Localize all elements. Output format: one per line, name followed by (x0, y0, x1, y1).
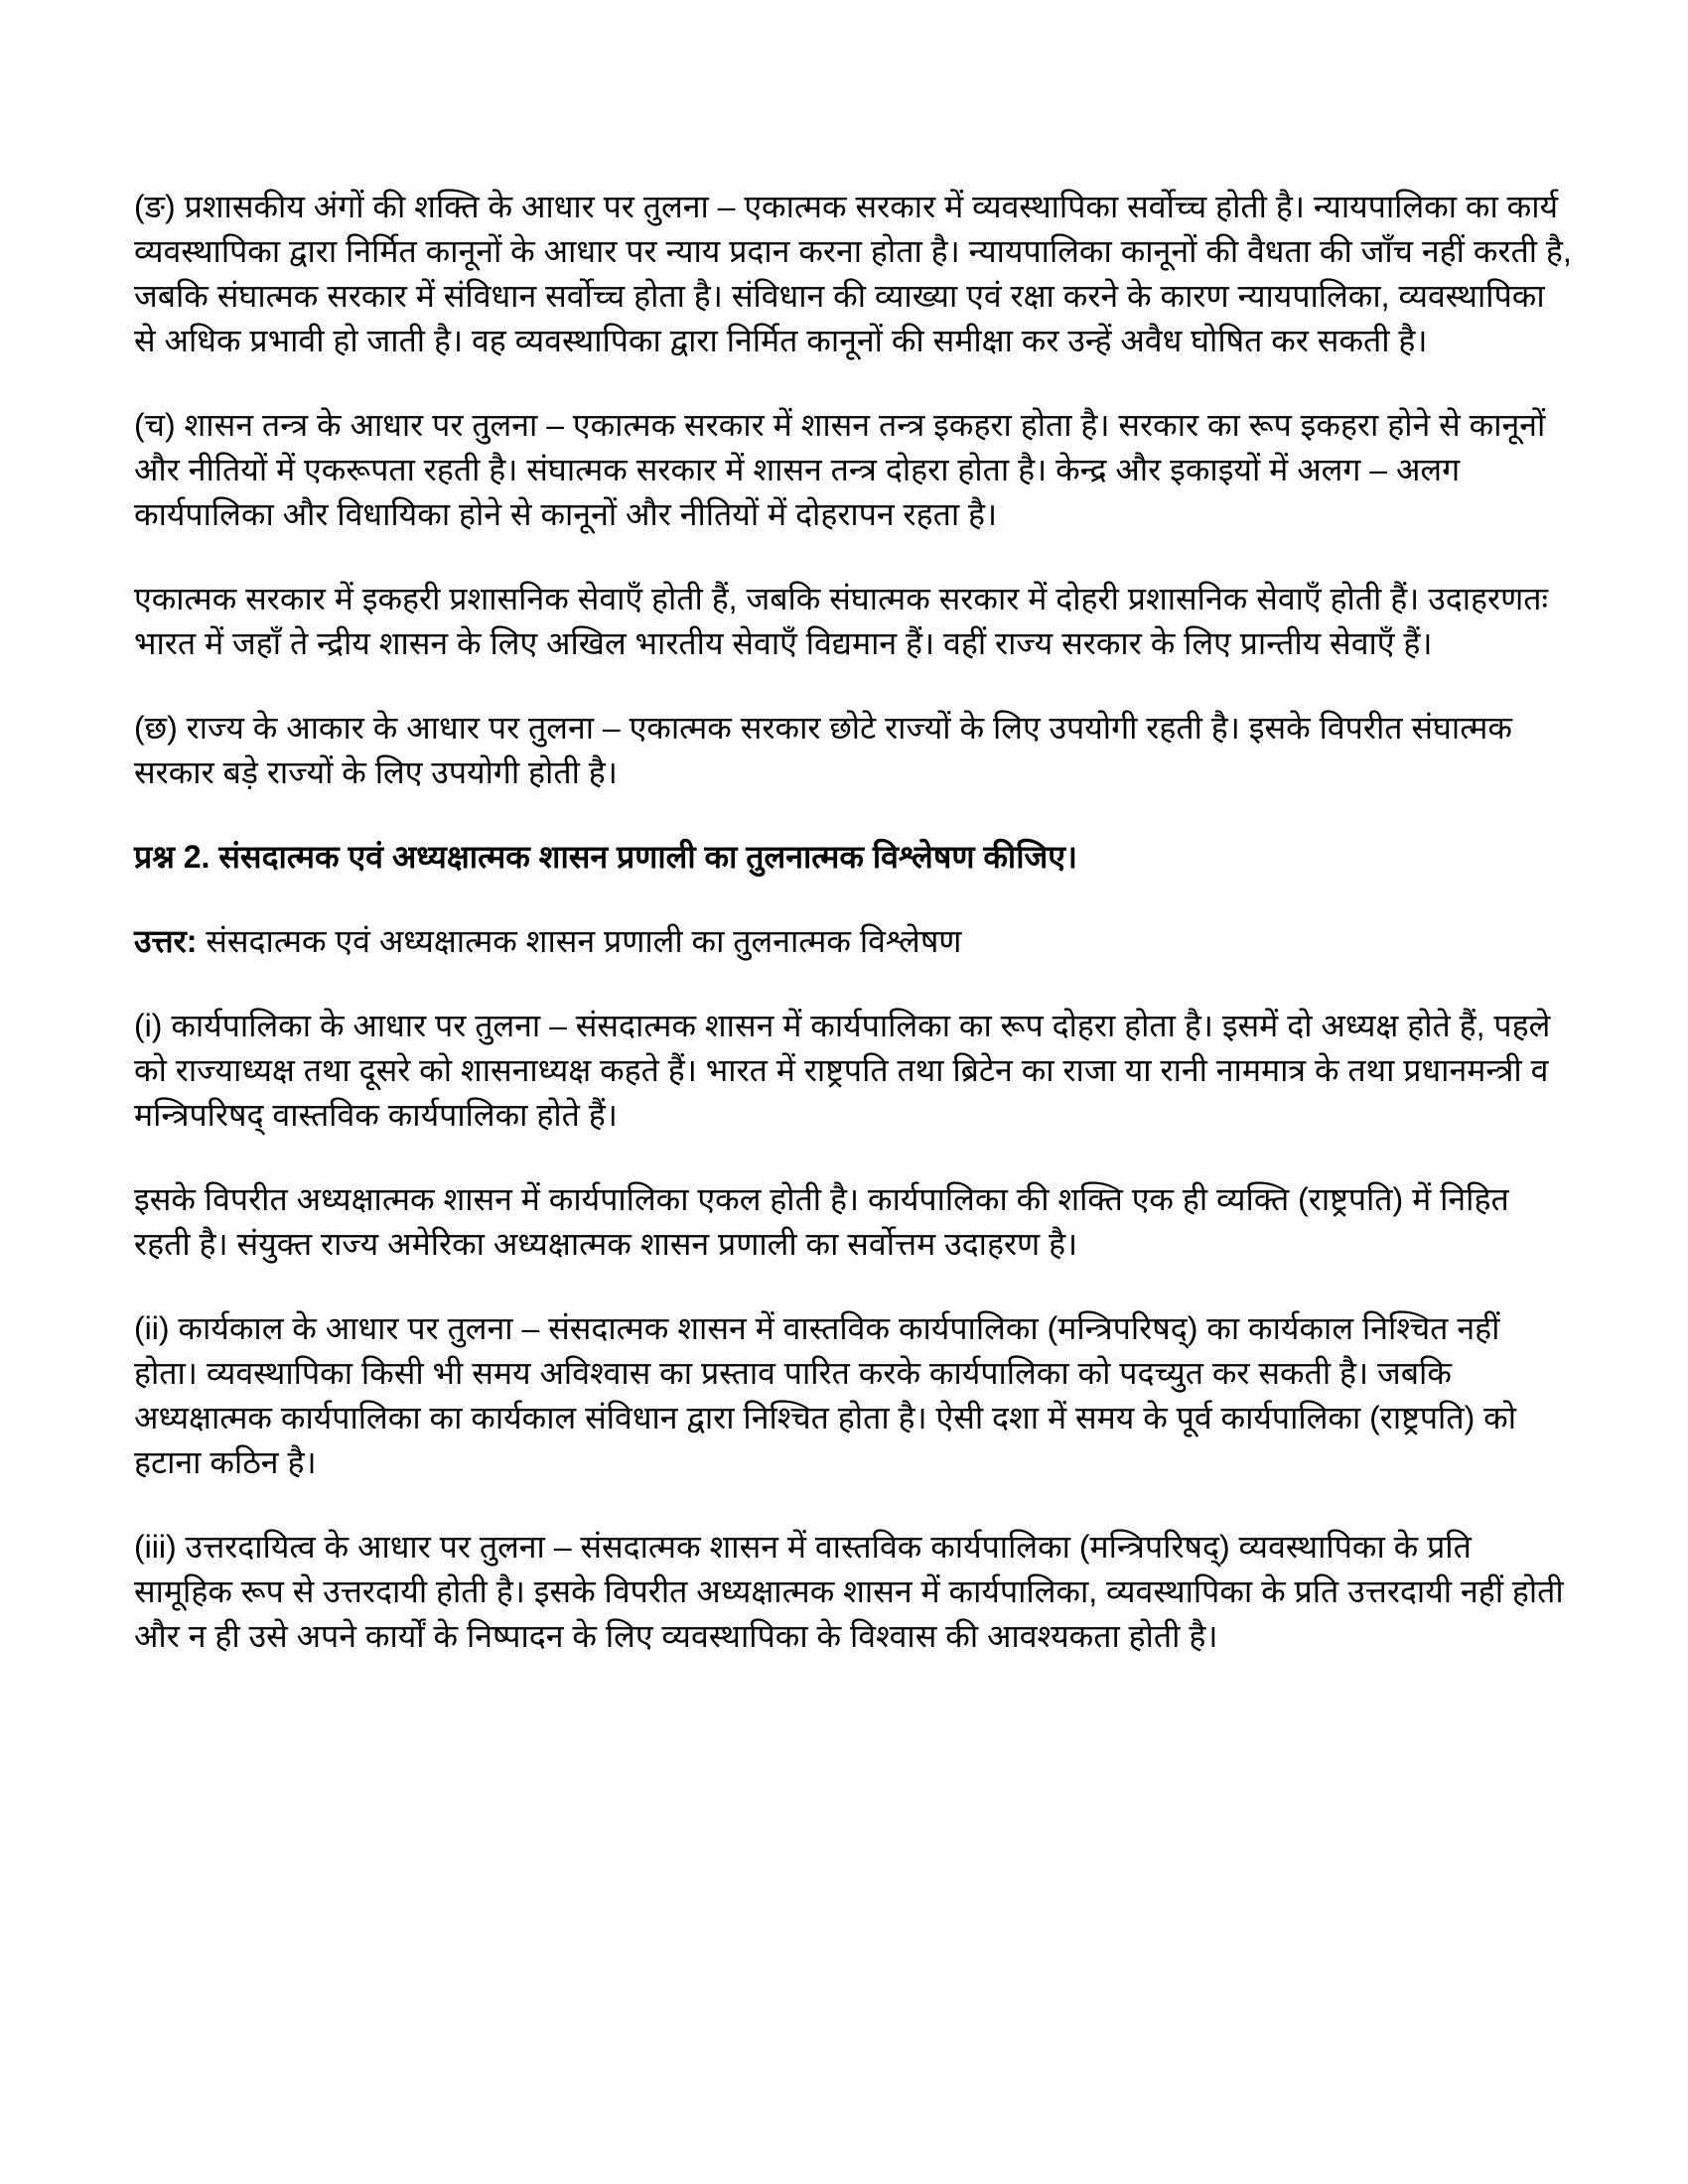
answer-intro-text: संसदात्मक एवं अध्यक्षात्मक शासन प्रणाली का तुलनात्मक विश्लेषण (197, 923, 962, 959)
para-admin-organs-power-comparison: (ङ) प्रशासकीय अंगों की शक्ति के आधार पर तुलना – एकात्मक सरकार में व्यवस्थापिका सर्वोच्च होती है। न्यायपालिका का कार्य व्यवस्थापिका द्वारा निर्मित कानूनों के आधार पर न्याय प्रदान करना होता है। न्यायपालिका कानूनों की वैधता की जाँच नहीं करती है, जबकि संघात्मक सरकार में संविधान सर्वोच्च होता है। संविधान की व्याख्या एवं रक्षा करने के कारण न्यायपालिका, व्यवस्थापिका से अधिक प्रभावी हो जाती है। वह व्यवस्थापिका द्वारा निर्मित कानूनों की समीक्षा कर उन्हें अवैध घोषित कर सकती है। (134, 189, 1572, 358)
para-state-size-comparison: (छ) राज्य के आकार के आधार पर तुलना – एकात्मक सरकार छोटे राज्यों के लिए उपयोगी रहती है। इसके विपरीत संघात्मक सरकार बड़े राज्यों के लिए उपयोगी होती है। (134, 710, 1512, 790)
answer-intro-line (134, 919, 1572, 964)
para-presidential-single-executive: इसके विपरीत अध्यक्षात्मक शासन में कार्यपालिका एकल होती है। कार्यपालिका की शक्ति एक ही व्यक्ति (राष्ट्रपति) में निहित रहती है। संयुक्त राज्य अमेरिका अध्यक्षात्मक शासन प्रणाली का सर्वोत्तम उदाहरण है। (134, 1181, 1509, 1262)
answer-label: उत्तर: (134, 923, 198, 959)
para-responsibility-basis-comparison: (iii) उत्तरदायित्व के आधार पर तुलना – संसदात्मक शासन में वास्तविक कार्यपालिका (मन्त्रिपरिषद्) व्यवस्थापिका के प्रति सामूहिक रूप से उत्तरदायी होती है। इसके विपरीत अध्यक्षात्मक शासन में कार्यपालिका, व्यवस्थापिका के प्रति उत्तरदायी नहीं होती और न ही उसे अपने कार्यों के निष्पादन के लिए व्यवस्थापिका के विश्वास की आवश्यकता होती है। (134, 1529, 1564, 1654)
para-executive-basis-comparison: (i) कार्यपालिका के आधार पर तुलना – संसदात्मक शासन में कार्यपालिका का रूप दोहरा होता है। इसमें दो अध्यक्ष होते हैं, पहले को राज्याध्यक्ष तथा दूसरे को शासनाध्यक्ष कहते हैं। भारत में राष्ट्रपति तथा ब्रिटेन का राजा या रानी नाममात्र के तथा प्रधानमन्त्री व मन्त्रिपरिषद् वास्तविक कार्यपालिका होते हैं। (134, 1008, 1551, 1133)
para-governance-system-comparison: (च) शासन तन्त्र के आधार पर तुलना – एकात्मक सरकार में शासन तन्त्र इकहरा होता है। सरकार का रूप इकहरा होने से कानूनों और नीतियों में एकरूपता रहती है। संघात्मक सरकार में शासन तन्त्र दोहरा होता है। केन्द्र और इकाइयों में अलग – अलग कार्यपालिका और विधायिका होने से कानूनों और नीतियों में दोहरापन रहता है। (134, 407, 1546, 532)
question-2-heading: प्रश्न 2. संसदात्मक एवं अध्यक्षात्मक शासन प्रणाली का तुलनात्मक विश्लेषण कीजिए। (134, 839, 1078, 875)
document-content (134, 185, 1572, 1699)
para-administrative-services: एकात्मक सरकार में इकहरी प्रशासनिक सेवाएँ होती हैं, जबकि संघात्मक सरकार में दोहरी प्रशासनिक सेवाएँ होती हैं। उदाहरणतः भारत में जहाँ ते न्द्रीय शासन के लिए अखिल भारतीय सेवाएँ विद्यमान हैं। वहीं राज्य सरकार के लिए प्रान्तीय सेवाएँ हैं। (134, 581, 1548, 661)
para-tenure-basis-comparison: (ii) कार्यकाल के आधार पर तुलना – संसदात्मक शासन में वास्तविक कार्यपालिका (मन्त्रिपरिषद्) का कार्यकाल निश्चित नहीं होता। व्यवस्थापिका किसी भी समय अविश्वास का प्रस्ताव पारित करके कार्यपालिका को पदच्युत कर सकती है। जबकि अध्यक्षात्मक कार्यपालिका का कार्यकाल संविधान द्वारा निश्चित होता है। ऐसी दशा में समय के पूर्व कार्यपालिका (राष्ट्रपति) को हटाना कठिन है। (134, 1310, 1516, 1480)
